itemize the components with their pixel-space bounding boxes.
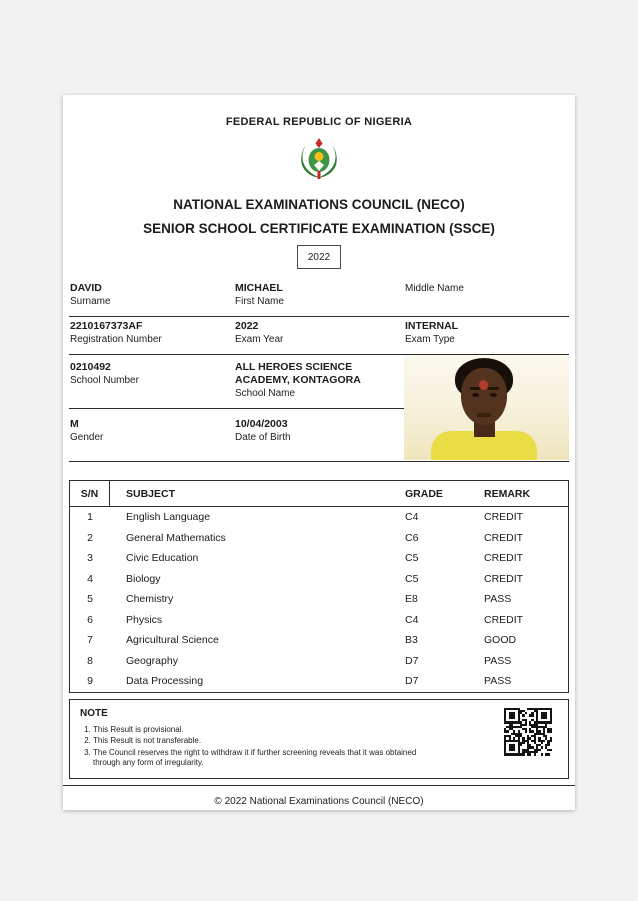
result-row (70, 651, 568, 672)
result-row (70, 671, 568, 692)
result-remark: CREDIT (484, 531, 524, 544)
photo-forehead-mark (479, 380, 488, 390)
surname-label: Surname (70, 296, 111, 307)
middle-name-label: Middle Name (405, 283, 464, 294)
neco-logo-graphic (296, 137, 342, 183)
result-grade: E8 (405, 593, 418, 606)
note-item: 3. The Council reserves the right to withdraw it if further screening reveals that it was obtained through any form of irregularity. (93, 748, 425, 769)
exam-title: SENIOR SCHOOL CERTIFICATE EXAMINATION (SSCE) (143, 221, 495, 236)
exam-year-value: 2022 (235, 320, 259, 332)
result-sn: 9 (87, 675, 93, 688)
result-sn: 1 (87, 511, 93, 524)
result-subject: Physics (126, 613, 163, 626)
name-row (69, 279, 569, 317)
school-number-label: School Number (70, 375, 139, 386)
result-subject: Agricultural Science (126, 634, 219, 647)
result-row (70, 630, 568, 651)
result-row (70, 569, 568, 590)
neco-logo (69, 137, 569, 184)
photo-mouth (477, 413, 491, 417)
surname-value: DAVID (70, 282, 102, 294)
header-grade: GRADE (405, 487, 443, 500)
first-name-label: First Name (235, 296, 284, 307)
result-grade: D7 (405, 654, 419, 667)
footer-bar (63, 785, 575, 816)
header-remark: REMARK (484, 487, 531, 500)
result-remark: CREDIT (484, 613, 524, 626)
note-title: NOTE (80, 707, 108, 719)
result-subject: Geography (126, 654, 178, 667)
field-date-of-birth (235, 418, 403, 453)
candidate-info-section (69, 279, 569, 462)
result-remark: PASS (484, 675, 512, 688)
result-subject: Chemistry (126, 593, 174, 606)
result-remark: PASS (484, 654, 512, 667)
gender-label: Gender (70, 432, 104, 443)
note-list (80, 725, 425, 769)
result-remark: PASS (484, 593, 512, 606)
note-text-block (80, 708, 425, 770)
candidate-photo (404, 355, 569, 460)
exam-year-badge: 2022 (297, 245, 341, 269)
field-middle-name (405, 282, 568, 308)
registration-row (69, 317, 569, 355)
certificate-card (63, 95, 575, 810)
year-badge-wrap (69, 245, 569, 269)
results-table (69, 480, 569, 693)
result-grade: C6 (405, 531, 419, 544)
result-sn: 7 (87, 634, 93, 647)
date-of-birth-label: Date of Birth (235, 432, 291, 443)
school-name-value: ALL HEROES SCIENCE ACADEMY, KONTAGORA (235, 361, 361, 386)
result-subject: Civic Education (126, 552, 199, 565)
exam-type-value: INTERNAL (405, 320, 459, 332)
result-sn: 4 (87, 572, 93, 585)
date-of-birth-value: 10/04/2003 (235, 418, 288, 430)
result-subject: Data Processing (126, 675, 204, 688)
result-remark: CREDIT (484, 511, 524, 524)
gender-value: M (70, 418, 79, 430)
result-sn: 6 (87, 613, 93, 626)
school-number-value: 0210492 (70, 361, 111, 373)
exam-type-label: Exam Type (405, 334, 455, 345)
field-school-number (70, 361, 235, 400)
field-exam-year (235, 320, 405, 346)
first-name-value: MICHAEL (235, 282, 283, 294)
field-gender (70, 418, 235, 453)
field-surname (70, 282, 235, 308)
result-subject: Biology (126, 572, 161, 585)
result-sn: 5 (87, 593, 93, 606)
school-gender-rows (69, 355, 404, 461)
field-school-name (235, 361, 403, 400)
school-photo-zone (69, 355, 569, 462)
country-title: FEDERAL REPUBLIC OF NIGERIA (225, 116, 413, 128)
result-sn: 8 (87, 654, 93, 667)
result-row (70, 548, 568, 569)
result-subject: General Mathematics (126, 531, 226, 544)
note-box (69, 699, 569, 779)
field-registration-number (70, 320, 235, 346)
result-grade: C5 (405, 552, 419, 565)
result-subject: English Language (126, 511, 211, 524)
header-subject: SUBJECT (126, 487, 176, 500)
result-row (70, 589, 568, 610)
field-exam-type (405, 320, 568, 346)
registration-number-label: Registration Number (70, 334, 162, 345)
result-row (70, 507, 568, 528)
result-remark: CREDIT (484, 552, 524, 565)
photo-brow-right (488, 387, 499, 390)
note-item: 2. This Result is not transferable. (93, 736, 425, 747)
registration-number-value: 2210167373AF (70, 320, 143, 332)
copyright-text: © 2022 National Examinations Council (NECO) (214, 795, 424, 807)
gender-dob-row (69, 409, 404, 461)
results-header-row (70, 481, 568, 507)
note-item: 1. This Result is provisional. (93, 725, 425, 736)
school-row (69, 355, 404, 409)
result-sn: 3 (87, 552, 93, 565)
result-remark: CREDIT (484, 572, 524, 585)
exam-year-label: Exam Year (235, 334, 284, 345)
header-sn: S/N (70, 481, 110, 506)
photo-eye-left (472, 393, 479, 397)
result-grade: C4 (405, 511, 419, 524)
council-title: NATIONAL EXAMINATIONS COUNCIL (NECO) (173, 197, 465, 212)
result-grade: C4 (405, 613, 419, 626)
photo-eye-right (490, 393, 497, 397)
result-grade: D7 (405, 675, 419, 688)
school-name-label: School Name (235, 388, 296, 399)
result-grade: C5 (405, 572, 419, 585)
result-row (70, 528, 568, 549)
result-grade: B3 (405, 634, 418, 647)
qr-code-icon (504, 708, 552, 756)
result-remark: GOOD (484, 634, 517, 647)
result-row (70, 610, 568, 631)
field-first-name (235, 282, 405, 308)
result-sn: 2 (87, 531, 93, 544)
